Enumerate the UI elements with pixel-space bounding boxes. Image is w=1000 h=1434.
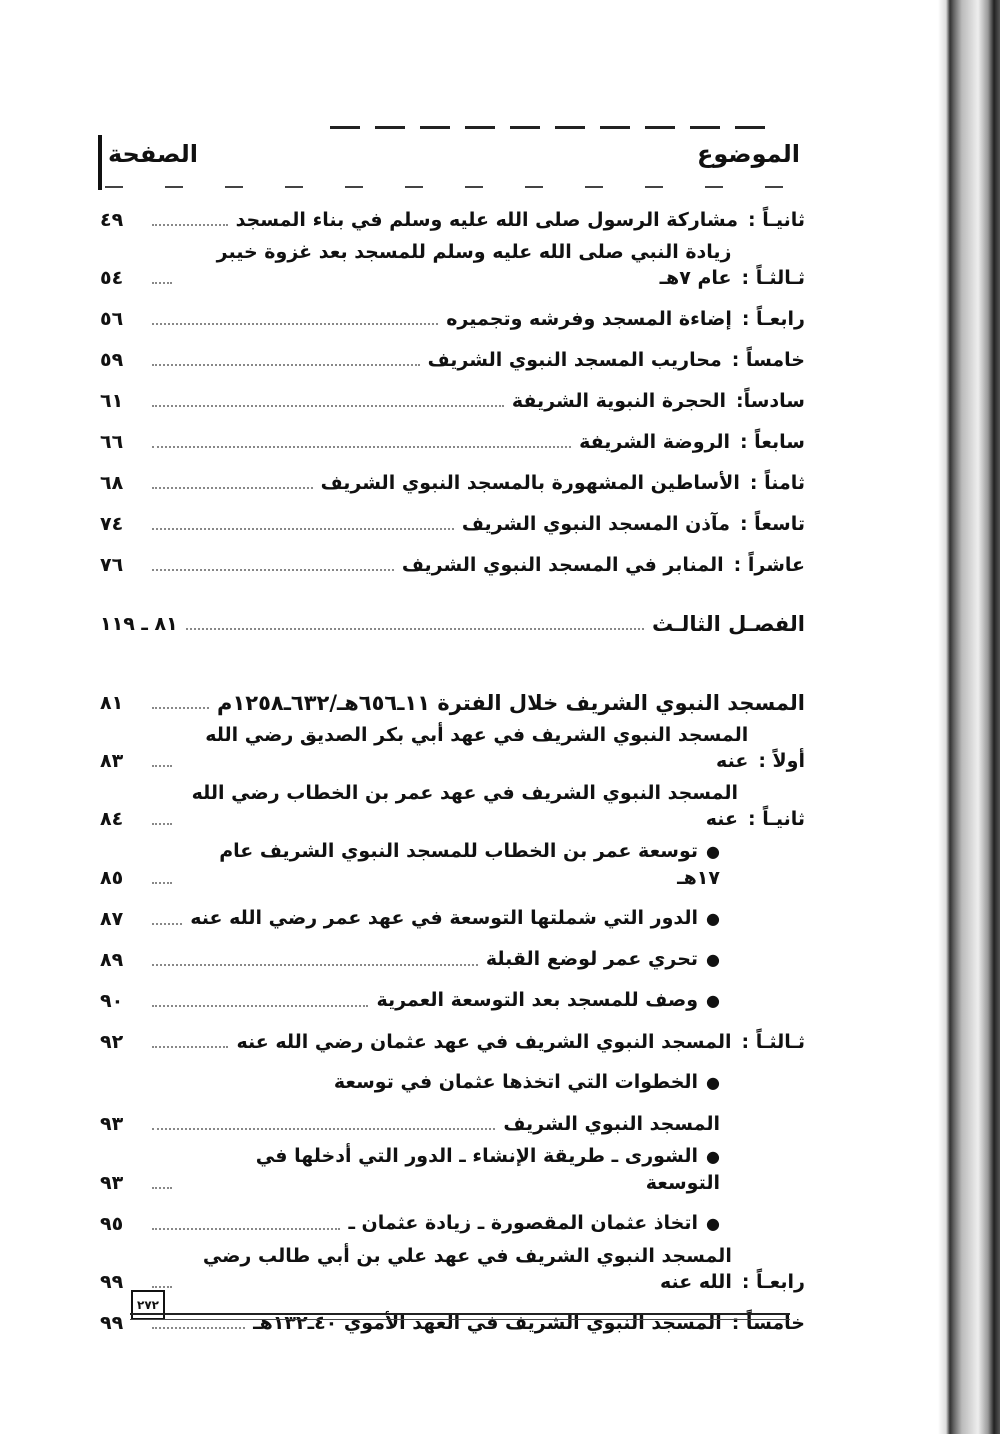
toc-entry-text: محاريب المسجد النبوي الشريف xyxy=(427,349,722,371)
toc-row xyxy=(100,938,805,979)
toc-page-number: ٩٩ xyxy=(100,1271,124,1293)
toc-page-number: ٩٠ xyxy=(100,990,124,1012)
toc-row xyxy=(100,602,805,643)
toc-entry-text: المنابر في المسجد النبوي الشريف xyxy=(401,554,724,576)
toc-row xyxy=(100,297,805,338)
toc-entry-text: الروضة الشريفة xyxy=(579,431,730,453)
dot-leader xyxy=(152,1187,172,1189)
dot-leader xyxy=(152,323,438,325)
footer-rule-thin xyxy=(130,1319,790,1320)
toc-ordinal: رابعـاً : xyxy=(741,308,805,330)
toc-ordinal: أولاً : xyxy=(758,750,805,772)
table-of-contents xyxy=(100,198,805,1342)
toc-page-number: ٩٣ xyxy=(100,1172,124,1194)
toc-page-number: ٩٥ xyxy=(100,1213,124,1235)
toc-page-number: ٦٨ xyxy=(100,472,124,494)
toc-ordinal: ثانيـاً : xyxy=(748,209,805,231)
toc-page-number: ٦١ xyxy=(100,390,124,412)
toc-entry-text: إضاءة المسجد وفرشه وتجميره xyxy=(446,308,732,330)
toc-ordinal: خامساً : xyxy=(731,349,805,371)
toc-page-number: ٨٤ xyxy=(100,808,124,830)
toc-page-number: ٥٩ xyxy=(100,349,124,371)
toc-entry-text: زيادة النبي صلى الله عليه وسلم للمسجد بعد غزوة خيبر عام ٧هـ xyxy=(216,241,732,289)
toc-page-number: ٧٤ xyxy=(100,513,124,535)
toc-row xyxy=(100,1143,805,1202)
dot-leader xyxy=(152,1005,368,1007)
toc-page-number: ٩٩ xyxy=(100,1312,124,1334)
toc-row xyxy=(100,722,805,780)
toc-row xyxy=(100,897,805,938)
dot-leader xyxy=(152,405,504,407)
toc-page-number: ٩٣ xyxy=(100,1113,124,1135)
toc-page-number: ٨٥ xyxy=(100,867,124,889)
toc-entry-text: المسجد النبوي الشريف في عهد عمر بن الخطاب رضي الله عنه xyxy=(191,782,738,830)
toc-ordinal: تاسعاً : xyxy=(739,513,805,535)
toc-page-number: ٨١ ـ ١١٩ xyxy=(100,613,178,635)
toc-entry-text: ● الخطوات التي اتخذها عثمان في توسعة xyxy=(334,1069,720,1096)
toc-page-number: ٨١ xyxy=(100,692,124,714)
column-header-topic: الموضوع xyxy=(696,140,800,168)
toc-row xyxy=(100,1020,805,1061)
toc-entry-text: مآذن المسجد النبوي الشريف xyxy=(461,513,730,535)
toc-entry-text: المسجد النبوي الشريف في عهد عثمان رضي الله عنه xyxy=(236,1031,732,1053)
toc-entry-text: ● الشورى ـ طريقة الإنشاء ـ الدور التي أدخلها في التوسعة xyxy=(180,1143,720,1196)
dot-leader xyxy=(152,882,172,884)
dot-leader xyxy=(152,1128,495,1130)
toc-row xyxy=(100,543,805,584)
toc-row xyxy=(100,1243,805,1301)
toc-row xyxy=(100,502,805,543)
toc-ordinal: ثـالثـاً : xyxy=(741,1031,805,1053)
toc-ordinal: سادساً: xyxy=(736,390,805,412)
toc-entry-text: المسجد النبوي الشريف xyxy=(503,1113,720,1135)
dot-leader xyxy=(152,823,172,825)
dot-leader xyxy=(152,1327,245,1329)
toc-entry-text: المسجد النبوي الشريف في العهد الأموي ٤٠ـ١٣٢هـ xyxy=(253,1312,722,1334)
toc-row xyxy=(100,198,805,239)
toc-entry-text: ● وصف للمسجد بعد التوسعة العمرية xyxy=(376,987,720,1014)
header-rule xyxy=(105,186,795,188)
toc-entry-text: المسجد النبوي الشريف في عهد أبي بكر الصديق رضي الله عنه xyxy=(205,724,749,772)
toc-page-number: ٩٢ xyxy=(100,1031,124,1053)
toc-entry-text: الأساطين المشهورة بالمسجد النبوي الشريف xyxy=(320,472,740,494)
toc-entry-text: مشاركة الرسول صلى الله عليه وسلم في بناء المسجد xyxy=(235,209,738,231)
toc-row xyxy=(100,1061,805,1102)
toc-row xyxy=(100,420,805,461)
dot-leader xyxy=(152,528,454,530)
dot-leader xyxy=(152,923,182,925)
dot-leader xyxy=(152,1228,340,1230)
toc-row xyxy=(100,461,805,502)
toc-ordinal: ثـالثـاً : xyxy=(741,267,805,289)
toc-row xyxy=(100,379,805,420)
toc-page-number: ٨٧ xyxy=(100,908,124,930)
header-bracket xyxy=(98,135,108,190)
dot-leader xyxy=(152,446,571,448)
toc-page-number: ٨٣ xyxy=(100,750,124,772)
toc-row xyxy=(100,1301,805,1342)
toc-entry-text: ● تحري عمر لوضع القبلة xyxy=(486,946,720,973)
dot-leader xyxy=(152,224,228,226)
dot-leader xyxy=(152,707,209,709)
scan-edge xyxy=(938,0,1000,1434)
toc-row xyxy=(100,780,805,838)
toc-ordinal: ثامناً : xyxy=(749,472,805,494)
toc-row xyxy=(100,681,805,722)
toc-entry-text: ● اتخاذ عثمان المقصورة ـ زيادة عثمان ـ xyxy=(348,1210,720,1237)
toc-entry-text: ● الدور التي شملتها التوسعة في عهد عمر رضي الله عنه xyxy=(190,905,720,932)
toc-ordinal: ثانيـاً : xyxy=(748,808,805,830)
dot-leader xyxy=(152,282,172,284)
toc-entry-text: ● توسعة عمر بن الخطاب للمسجد النبوي الشريف عام ١٧هـ xyxy=(180,838,720,891)
toc-row xyxy=(100,1202,805,1243)
toc-page-number: ٧٦ xyxy=(100,554,124,576)
column-header-page: الصفحة xyxy=(108,140,199,168)
dot-leader xyxy=(152,569,394,571)
toc-ordinal: عاشراً : xyxy=(733,554,805,576)
dot-leader xyxy=(152,364,420,366)
toc-ordinal: خامساً : xyxy=(731,1312,805,1334)
toc-row xyxy=(100,239,805,297)
dot-leader xyxy=(152,1046,228,1048)
chapter-title: المسجد النبوي الشريف خلال الفترة ١١ـ٦٥٦هـ/٦٣٢ـ١٢٥٨م xyxy=(217,691,805,715)
toc-page-number: ٤٩ xyxy=(100,209,124,231)
toc-page-number: ٦٦ xyxy=(100,431,124,453)
toc-ordinal: رابعـاً : xyxy=(741,1271,805,1293)
toc-row xyxy=(100,979,805,1020)
toc-ordinal: سابعاً : xyxy=(739,431,805,453)
dot-leader xyxy=(152,765,172,767)
scan-noise xyxy=(330,126,780,129)
dot-leader xyxy=(152,1286,172,1288)
toc-entry-text: المسجد النبوي الشريف في عهد علي بن أبي طالب رضي الله عنه xyxy=(202,1245,732,1293)
toc-page-number: ٨٩ xyxy=(100,949,124,971)
toc-row xyxy=(100,338,805,379)
footer-rule xyxy=(130,1313,790,1315)
toc-page-number: ٥٤ xyxy=(100,267,124,289)
toc-row xyxy=(100,1102,805,1143)
toc-page-number: ٥٦ xyxy=(100,308,124,330)
dot-leader xyxy=(152,964,478,966)
chapter-title: الفصـل الثالـث xyxy=(652,612,805,636)
page-number: ٢٧٢ xyxy=(131,1290,165,1320)
toc-entry-text: الحجرة النبوية الشريفة xyxy=(511,390,726,412)
toc-row xyxy=(100,838,805,897)
dot-leader xyxy=(152,487,313,489)
dot-leader xyxy=(186,628,644,630)
